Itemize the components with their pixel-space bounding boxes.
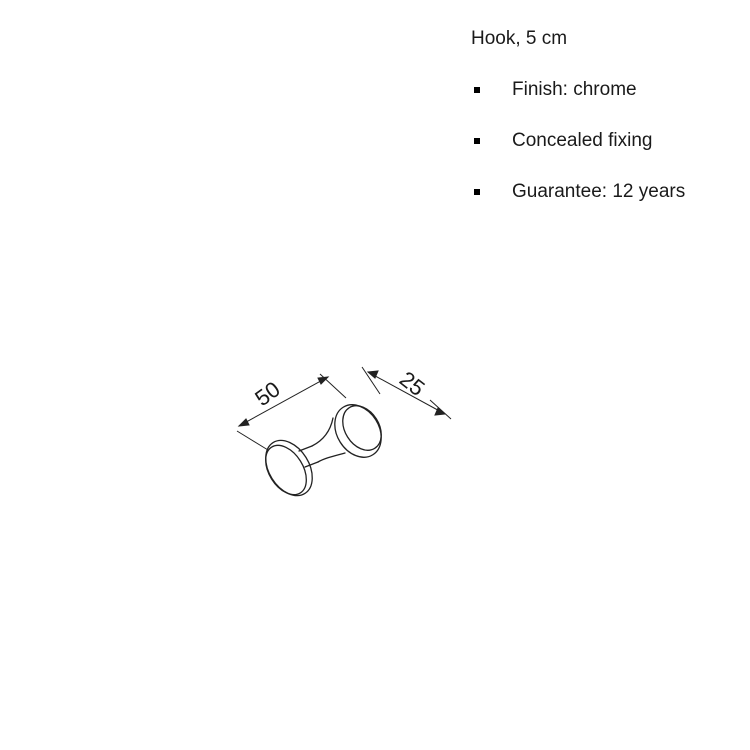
dimension-depth-label: 25 xyxy=(394,366,430,402)
feature-text: Guarantee: 12 years xyxy=(512,181,686,202)
neck-flare-lower xyxy=(318,453,345,462)
hook-icon xyxy=(256,396,391,504)
neck-flare xyxy=(312,418,333,446)
feature-text: Concealed fixing xyxy=(512,130,653,151)
product-title: Hook, 5 cm xyxy=(471,28,568,49)
dimension-length xyxy=(237,374,346,450)
dimension-length-label: 50 xyxy=(250,376,285,412)
feature-text: Finish: chrome xyxy=(512,79,637,100)
shaft-bottom xyxy=(305,462,318,467)
